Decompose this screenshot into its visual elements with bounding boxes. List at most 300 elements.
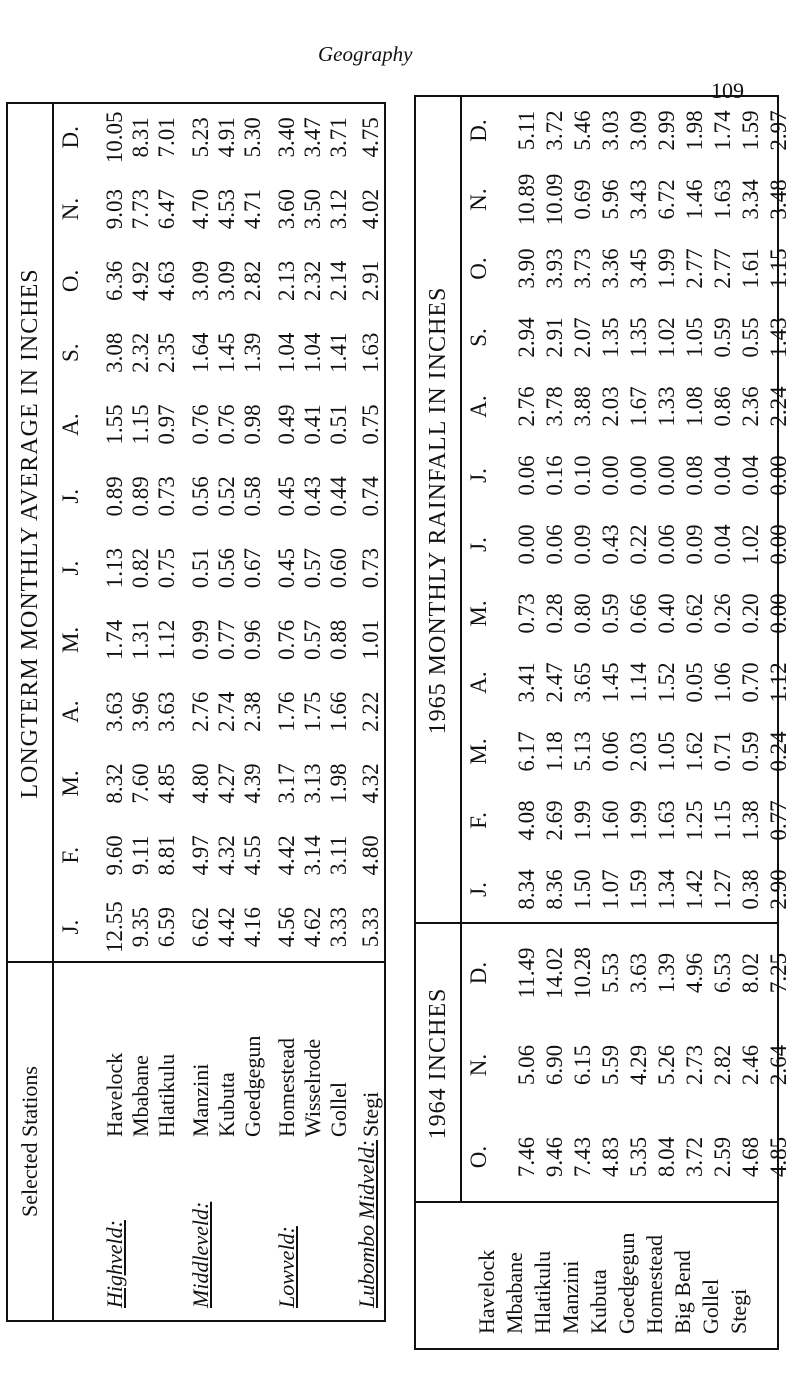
value-cell: 0.40 <box>654 593 679 634</box>
station-name: Manzini <box>558 1260 583 1334</box>
value-cell: 0.06 <box>542 524 567 565</box>
value-cell: 2.76 <box>188 691 213 732</box>
value-cell: 8.04 <box>654 1136 679 1178</box>
value-cell: 1.14 <box>626 662 651 703</box>
value-cell: 1.34 <box>654 869 679 910</box>
value-cell: 3.88 <box>570 386 595 427</box>
value-cell: 10.09 <box>542 173 567 226</box>
value-cell: 1.31 <box>128 619 153 661</box>
value-cell: 3.78 <box>542 386 567 427</box>
value-cell: 0.04 <box>710 524 735 565</box>
value-cell: 4.63 <box>154 260 179 302</box>
value-cell: 1.38 <box>738 800 763 841</box>
value-cell: 2.03 <box>598 386 623 427</box>
value-cell: 4.85 <box>154 763 179 804</box>
value-cell: 4.97 <box>188 835 213 876</box>
rainfall-1964-values <box>460 922 791 1203</box>
value-cell: 0.56 <box>188 476 213 517</box>
month-header: N. <box>466 188 491 211</box>
month-header: J. <box>466 468 491 483</box>
value-cell: 1.06 <box>710 662 735 703</box>
value-cell: 0.06 <box>598 731 623 772</box>
value-cell: 0.71 <box>710 731 735 772</box>
value-cell: 2.91 <box>358 260 383 302</box>
month-header: M. <box>466 600 491 627</box>
value-cell: 4.27 <box>214 763 239 804</box>
value-cell: 2.82 <box>240 260 265 302</box>
value-cell: 4.80 <box>188 763 213 804</box>
value-cell: 0.55 <box>738 317 763 358</box>
value-cell: 5.13 <box>570 731 595 772</box>
value-cell: 0.00 <box>654 455 679 496</box>
station-name: Havelock <box>102 1052 127 1137</box>
month-header: F. <box>58 846 83 864</box>
value-cell: 2.07 <box>570 317 595 358</box>
value-cell: 0.76 <box>214 404 239 445</box>
value-cell: 4.80 <box>358 835 383 876</box>
value-cell: 1.59 <box>738 110 763 151</box>
month-header: M. <box>466 738 491 765</box>
value-cell: 3.65 <box>570 662 595 703</box>
value-cell: 9.60 <box>102 835 127 876</box>
value-cell: 0.73 <box>358 547 383 589</box>
value-cell: 0.97 <box>154 404 179 445</box>
value-cell: 4.75 <box>358 117 383 158</box>
value-cell: 3.73 <box>570 248 595 289</box>
value-cell: 6.62 <box>188 906 213 948</box>
value-cell: 3.50 <box>300 188 325 230</box>
value-cell: 3.34 <box>738 179 763 220</box>
value-cell: 0.45 <box>274 476 299 517</box>
value-cell: 1.60 <box>598 800 623 841</box>
value-cell: 0.59 <box>738 731 763 772</box>
value-cell: 0.75 <box>358 404 383 445</box>
longterm-table <box>6 102 386 1322</box>
value-cell: 4.39 <box>240 763 265 804</box>
value-cell: 0.70 <box>738 662 763 703</box>
value-cell: 3.09 <box>188 260 213 302</box>
value-cell: 0.76 <box>274 619 299 661</box>
value-cell: 0.67 <box>240 547 265 589</box>
value-cell: 1.39 <box>240 332 265 373</box>
longterm-month-headers <box>52 104 92 963</box>
station-name: Hlatikulu <box>154 1053 179 1137</box>
value-cell: 1.12 <box>154 619 179 661</box>
value-cell: 2.91 <box>542 317 567 358</box>
value-cell: 0.00 <box>598 455 623 496</box>
value-cell: 0.00 <box>766 524 791 565</box>
value-cell: 7.25 <box>766 952 791 994</box>
station-name: Stegi <box>726 1288 751 1334</box>
value-cell: 1.50 <box>570 869 595 910</box>
value-cell: 4.56 <box>274 906 299 948</box>
value-cell: 0.00 <box>626 455 651 496</box>
value-cell: 0.66 <box>626 593 651 634</box>
value-cell: 1.04 <box>274 332 299 373</box>
value-cell: 3.11 <box>326 835 351 876</box>
value-cell: 3.90 <box>514 248 539 289</box>
month-header: J. <box>58 919 83 935</box>
value-cell: 0.38 <box>738 869 763 910</box>
value-cell: 0.20 <box>738 593 763 634</box>
station-name: Gollel <box>326 1082 351 1137</box>
rainfall-table <box>414 95 791 1350</box>
value-cell: 8.32 <box>102 763 127 804</box>
value-cell: 0.09 <box>570 524 595 565</box>
value-cell: 0.76 <box>188 404 213 445</box>
value-cell: 0.26 <box>710 593 735 634</box>
value-cell: 5.26 <box>654 1044 679 1086</box>
title-1965: 1965 MONTHLY RAINFALL IN INCHES <box>416 97 462 924</box>
value-cell: 4.29 <box>626 1044 651 1086</box>
value-cell: 1.05 <box>654 731 679 772</box>
value-cell: 2.74 <box>214 691 239 732</box>
value-cell: 0.51 <box>326 404 351 445</box>
month-header: A. <box>58 700 83 723</box>
value-cell: 0.59 <box>598 593 623 634</box>
value-cell: 4.96 <box>682 952 707 994</box>
value-cell: 4.02 <box>358 188 383 230</box>
value-cell: 2.59 <box>710 1136 735 1178</box>
value-cell: 10.05 <box>102 111 127 164</box>
value-cell: 6.36 <box>102 260 127 302</box>
value-cell: 8.36 <box>542 869 567 910</box>
value-cell: 1.45 <box>214 332 239 373</box>
region-label: Highveld: <box>102 1220 127 1308</box>
value-cell: 3.41 <box>514 662 539 703</box>
value-cell: 1.27 <box>710 869 735 910</box>
value-cell: 1.63 <box>710 179 735 220</box>
month-header: D. <box>466 119 491 142</box>
station-name: Goedgegun <box>614 1232 639 1334</box>
value-cell: 4.83 <box>598 1136 623 1178</box>
value-cell: 2.38 <box>240 691 265 732</box>
value-cell: 8.31 <box>128 117 153 158</box>
value-cell: 0.16 <box>542 455 567 496</box>
value-cell: 5.30 <box>240 117 265 158</box>
value-cell: 1.63 <box>654 800 679 841</box>
value-cell: 1.43 <box>766 317 791 358</box>
value-cell: 0.04 <box>738 455 763 496</box>
value-cell: 1.02 <box>654 317 679 358</box>
value-cell: 0.22 <box>626 524 651 565</box>
station-name: Kubuta <box>586 1269 611 1334</box>
value-cell: 6.17 <box>514 731 539 772</box>
value-cell: 0.43 <box>598 524 623 565</box>
value-cell: 4.53 <box>214 188 239 230</box>
value-cell: 0.06 <box>514 455 539 496</box>
month-header: S. <box>466 328 491 347</box>
value-cell: 7.73 <box>128 188 153 230</box>
station-name: Kubuta <box>214 1072 239 1137</box>
value-cell: 2.13 <box>274 260 299 302</box>
longterm-values <box>92 104 384 963</box>
value-cell: 0.10 <box>570 455 595 496</box>
value-cell: 1.25 <box>682 800 707 841</box>
value-cell: 8.02 <box>738 952 763 994</box>
longterm-title: LONGTERM MONTHLY AVERAGE IN INCHES <box>8 104 54 963</box>
value-cell: 6.15 <box>570 1044 595 1086</box>
value-cell: 0.04 <box>710 455 735 496</box>
value-cell: 2.94 <box>514 317 539 358</box>
month-header: J. <box>58 560 83 576</box>
value-cell: 11.49 <box>514 947 539 999</box>
value-cell: 5.11 <box>514 110 539 151</box>
value-cell: 0.57 <box>300 547 325 589</box>
month-header: J. <box>58 488 83 504</box>
value-cell: 0.00 <box>514 524 539 565</box>
value-cell: 0.69 <box>570 179 595 220</box>
month-header: A. <box>466 671 491 694</box>
value-cell: 7.43 <box>570 1136 595 1178</box>
value-cell: 1.74 <box>102 619 127 661</box>
value-cell: 0.43 <box>300 476 325 517</box>
value-cell: 0.52 <box>214 476 239 517</box>
value-cell: 3.96 <box>128 691 153 732</box>
value-cell: 5.35 <box>626 1136 651 1178</box>
value-cell: 0.57 <box>300 619 325 661</box>
value-cell: 4.85 <box>766 1136 791 1178</box>
value-cell: 3.63 <box>102 691 127 732</box>
value-cell: 2.69 <box>542 800 567 841</box>
month-header: O. <box>466 257 491 280</box>
value-cell: 3.72 <box>542 110 567 151</box>
value-cell: 3.43 <box>626 179 651 220</box>
page-header <box>0 38 801 103</box>
value-cell: 0.51 <box>188 547 213 589</box>
stations-header: Selected Stations <box>8 961 54 1320</box>
station-name: Manzini <box>188 1063 213 1137</box>
value-cell: 0.24 <box>766 731 791 772</box>
value-cell: 0.98 <box>240 404 265 445</box>
value-cell: 4.71 <box>240 188 265 230</box>
value-cell: 5.53 <box>598 952 623 994</box>
value-cell: 1.08 <box>682 386 707 427</box>
value-cell: 9.46 <box>542 1136 567 1178</box>
month-header: N. <box>58 197 83 221</box>
value-cell: 0.82 <box>128 547 153 589</box>
station-name: Homestead <box>274 1038 299 1137</box>
value-cell: 3.09 <box>214 260 239 302</box>
value-cell: 1.39 <box>654 952 679 994</box>
rainfall-1965-values <box>460 97 791 924</box>
value-cell: 2.22 <box>358 691 383 732</box>
value-cell: 2.73 <box>682 1044 707 1086</box>
value-cell: 0.59 <box>710 317 735 358</box>
value-cell: 0.28 <box>542 593 567 634</box>
value-cell: 0.45 <box>274 547 299 589</box>
value-cell: 2.64 <box>766 1044 791 1086</box>
value-cell: 3.40 <box>274 117 299 158</box>
month-header: O. <box>58 269 83 293</box>
rainfall-stations-column <box>416 1201 777 1348</box>
value-cell: 1.59 <box>626 869 651 910</box>
month-header: O. <box>466 1145 491 1169</box>
value-cell: 1.35 <box>598 317 623 358</box>
value-cell: 3.72 <box>682 1136 707 1178</box>
value-cell: 0.09 <box>682 524 707 565</box>
value-cell: 1.15 <box>710 800 735 841</box>
value-cell: 3.71 <box>326 117 351 158</box>
value-cell: 1.33 <box>654 386 679 427</box>
value-cell: 0.89 <box>102 476 127 517</box>
value-cell: 1.01 <box>358 619 383 661</box>
region-label: Middleveld: <box>188 1201 213 1308</box>
value-cell: 1.41 <box>326 332 351 373</box>
page-number: 109 <box>711 78 744 103</box>
title-1964: 1964 INCHES <box>416 922 462 1203</box>
value-cell: 3.13 <box>300 763 325 804</box>
value-cell: 4.16 <box>240 906 265 948</box>
value-cell: 4.32 <box>214 835 239 876</box>
value-cell: 1.98 <box>682 110 707 151</box>
value-cell: 3.36 <box>598 248 623 289</box>
value-cell: 10.89 <box>514 173 539 226</box>
value-cell: 1.02 <box>738 524 763 565</box>
value-cell: 0.49 <box>274 404 299 445</box>
value-cell: 3.45 <box>626 248 651 289</box>
value-cell: 5.06 <box>514 1044 539 1086</box>
value-cell: 5.33 <box>358 906 383 948</box>
value-cell: 14.02 <box>542 947 567 999</box>
value-cell: 1.75 <box>300 691 325 732</box>
value-cell: 2.47 <box>542 662 567 703</box>
value-cell: 0.44 <box>326 476 351 517</box>
value-cell: 4.55 <box>240 835 265 876</box>
value-cell: 0.96 <box>240 619 265 661</box>
value-cell: 4.91 <box>214 117 239 158</box>
value-cell: 2.14 <box>326 260 351 302</box>
value-cell: 6.59 <box>154 906 179 948</box>
value-cell: 9.35 <box>128 906 153 948</box>
value-cell: 3.93 <box>542 248 567 289</box>
book-title: Geography <box>318 42 413 66</box>
value-cell: 3.48 <box>766 179 791 220</box>
value-cell: 1.45 <box>598 662 623 703</box>
value-cell: 1.66 <box>326 691 351 732</box>
value-cell: 1.04 <box>300 332 325 373</box>
value-cell: 0.58 <box>240 476 265 517</box>
value-cell: 1.55 <box>102 404 127 445</box>
value-cell: 1.62 <box>682 731 707 772</box>
value-cell: 2.90 <box>766 869 791 910</box>
value-cell: 2.77 <box>682 248 707 289</box>
month-header: M. <box>58 626 83 654</box>
value-cell: 7.60 <box>128 763 153 804</box>
value-cell: 0.56 <box>214 547 239 589</box>
value-cell: 0.89 <box>128 476 153 517</box>
value-cell: 1.18 <box>542 731 567 772</box>
value-cell: 8.34 <box>514 869 539 910</box>
station-name: Goedgegun <box>240 1035 265 1137</box>
value-cell: 1.61 <box>738 248 763 289</box>
value-cell: 0.86 <box>710 386 735 427</box>
value-cell: 5.59 <box>598 1044 623 1086</box>
month-header: J. <box>466 882 491 897</box>
value-cell: 1.15 <box>128 404 153 445</box>
value-cell: 0.77 <box>766 800 791 841</box>
value-cell: 0.99 <box>188 619 213 661</box>
month-header: D. <box>58 126 83 149</box>
value-cell: 3.33 <box>326 906 351 948</box>
value-cell: 0.73 <box>514 593 539 634</box>
value-cell: 0.80 <box>570 593 595 634</box>
value-cell: 2.99 <box>654 110 679 151</box>
value-cell: 0.41 <box>300 404 325 445</box>
value-cell: 4.42 <box>274 835 299 876</box>
region-label: Lubombo Midveld: <box>354 1139 379 1308</box>
longterm-stations-column <box>52 961 384 1320</box>
month-header: N. <box>466 1053 491 1077</box>
value-cell: 1.98 <box>326 763 351 804</box>
value-cell: 1.52 <box>654 662 679 703</box>
value-cell: 1.15 <box>766 248 791 289</box>
value-cell: 5.96 <box>598 179 623 220</box>
value-cell: 1.99 <box>570 800 595 841</box>
value-cell: 3.17 <box>274 763 299 804</box>
value-cell: 2.46 <box>738 1044 763 1086</box>
value-cell: 0.88 <box>326 619 351 661</box>
station-name: Mbabane <box>128 1055 153 1137</box>
value-cell: 1.63 <box>358 332 383 373</box>
value-cell: 3.12 <box>326 188 351 230</box>
month-header: A. <box>58 413 83 436</box>
value-cell: 1.99 <box>626 800 651 841</box>
value-cell: 0.05 <box>682 662 707 703</box>
value-cell: 1.74 <box>710 110 735 151</box>
value-cell: 3.14 <box>300 835 325 876</box>
station-name: Havelock <box>474 1249 499 1334</box>
value-cell: 1.46 <box>682 179 707 220</box>
value-cell: 3.09 <box>626 110 651 151</box>
value-cell: 1.07 <box>598 869 623 910</box>
month-header: J. <box>466 537 491 552</box>
value-cell: 3.03 <box>598 110 623 151</box>
value-cell: 0.74 <box>358 476 383 517</box>
value-cell: 2.35 <box>154 332 179 373</box>
month-header: S. <box>58 343 83 362</box>
station-name: Big Bend <box>670 1250 695 1334</box>
month-header: F. <box>466 812 491 829</box>
value-cell: 6.90 <box>542 1044 567 1086</box>
value-cell: 2.32 <box>300 260 325 302</box>
value-cell: 2.32 <box>128 332 153 373</box>
value-cell: 4.70 <box>188 188 213 230</box>
value-cell: 9.03 <box>102 188 127 230</box>
value-cell: 6.72 <box>654 179 679 220</box>
value-cell: 1.05 <box>682 317 707 358</box>
value-cell: 1.76 <box>274 691 299 732</box>
station-name: Mbabane <box>502 1252 527 1334</box>
value-cell: 4.92 <box>128 260 153 302</box>
value-cell: 0.06 <box>654 524 679 565</box>
value-cell: 1.67 <box>626 386 651 427</box>
station-name: Gollel <box>698 1279 723 1334</box>
value-cell: 2.36 <box>738 386 763 427</box>
value-cell: 5.46 <box>570 110 595 151</box>
value-cell: 4.62 <box>300 906 325 948</box>
value-cell: 2.24 <box>766 386 791 427</box>
month-header: D. <box>466 961 491 985</box>
value-cell: 1.13 <box>102 547 127 589</box>
value-cell: 9.11 <box>128 835 153 876</box>
value-cell: 2.76 <box>514 386 539 427</box>
value-cell: 1.12 <box>766 662 791 703</box>
value-cell: 0.08 <box>682 455 707 496</box>
value-cell: 5.23 <box>188 117 213 158</box>
region-label: Lowveld: <box>274 1226 299 1308</box>
value-cell: 3.63 <box>626 952 651 994</box>
